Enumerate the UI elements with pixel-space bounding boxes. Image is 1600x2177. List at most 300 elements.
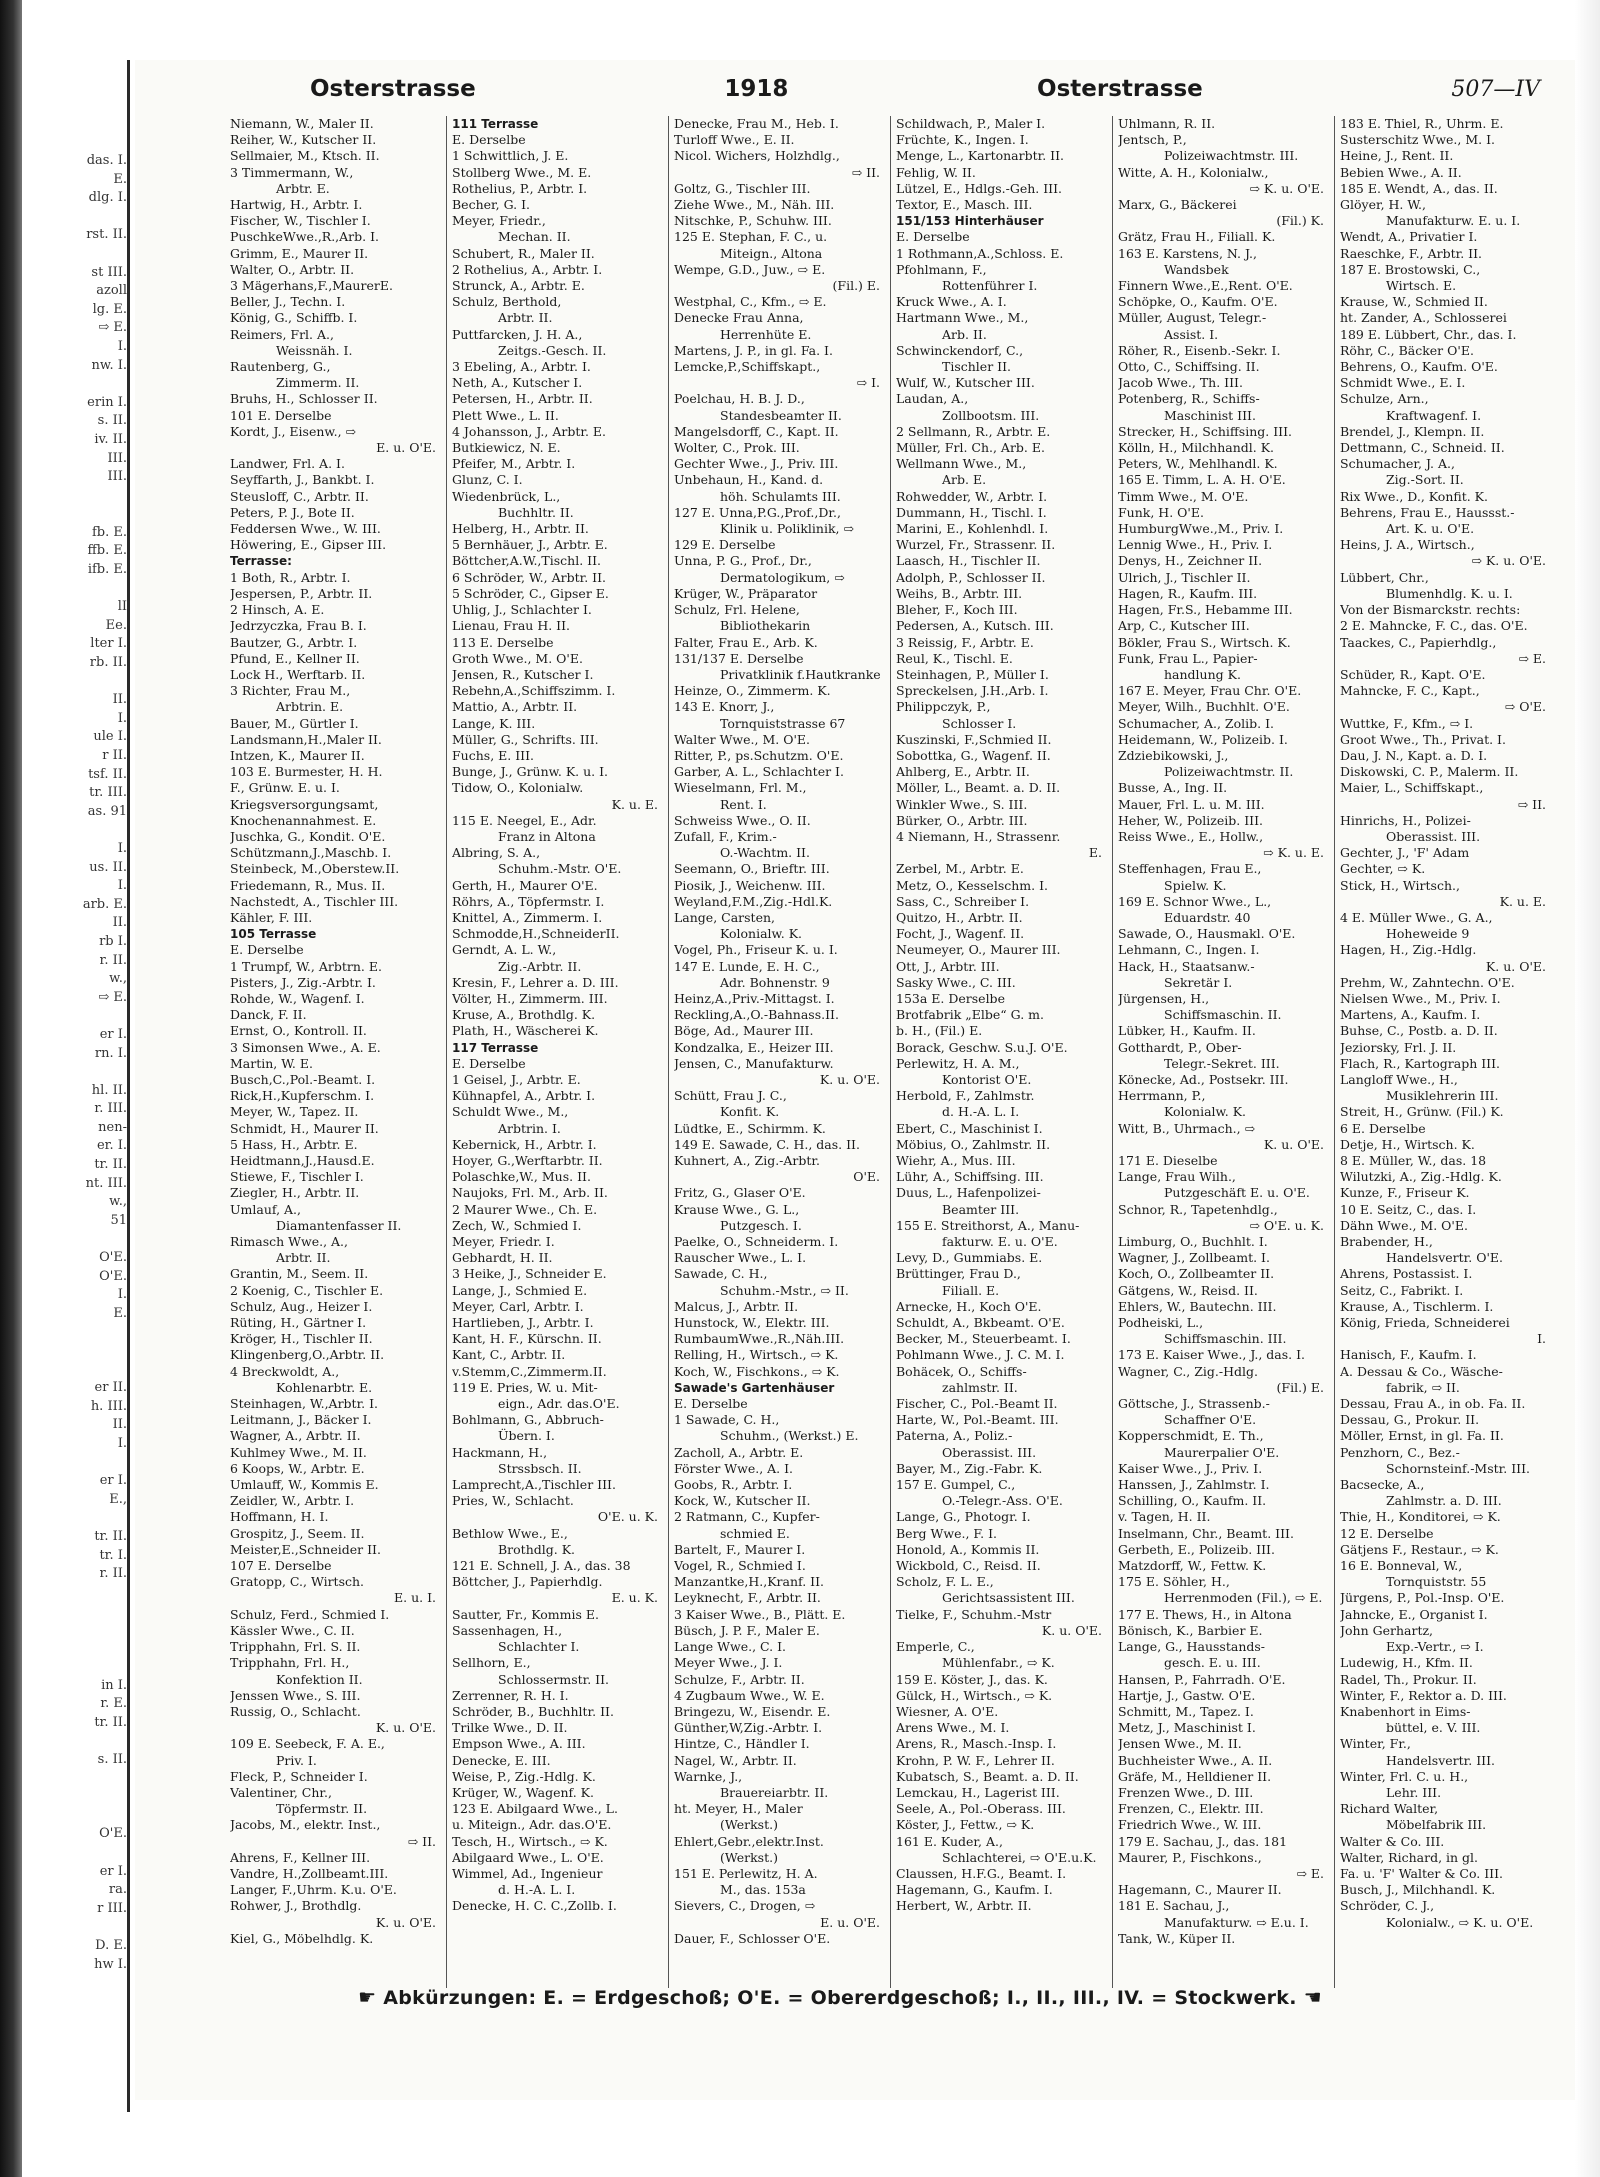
- directory-entry: Zollbootsm. III.: [942, 407, 1040, 423]
- directory-entry: Spielw. K.: [1164, 877, 1227, 893]
- directory-entry: Kunze, F., Friseur K.: [1340, 1185, 1470, 1201]
- directory-entry: Bunge, J., Grünw. K. u. I.: [452, 764, 609, 780]
- directory-entry: Gülck, H., Wirtsch., ⇨ K.: [896, 1687, 1053, 1703]
- directory-entry: Vogel, Ph., Friseur K. u. I.: [674, 942, 838, 958]
- previous-page-fragment: II.: [112, 915, 127, 931]
- directory-entry: Rick,H.,Kupferschm. I.: [230, 1088, 375, 1104]
- directory-entry: d. H.-A. L. I.: [498, 1882, 576, 1898]
- directory-entry: Hagen, R., Kaufm. III.: [1118, 585, 1258, 601]
- directory-entry: Frenzen, C., Elektr. III.: [1118, 1801, 1264, 1817]
- directory-entry: Piosik, J., Weichenw. III.: [674, 877, 826, 893]
- pointing-hand-left-icon: ☚: [1303, 1985, 1322, 2009]
- directory-entry: Jedrzyczka, Frau B. I.: [230, 618, 367, 634]
- directory-entry: K. u. O'E.: [375, 1720, 436, 1736]
- previous-page-fragment: tr. I.: [99, 1547, 127, 1563]
- directory-entry: Penzhorn, C., Bez.-: [1340, 1444, 1460, 1460]
- directory-entry: Butkiewicz, N. E.: [452, 440, 561, 456]
- directory-entry: Textor, E., Masch. III.: [896, 197, 1033, 213]
- directory-entry: Schiffsmaschin. III.: [1164, 1331, 1287, 1347]
- directory-entry: Kebernick, H., Arbtr. I.: [452, 1136, 597, 1152]
- previous-page-fragment: hw I.: [94, 1956, 127, 1972]
- directory-entry: Tornquiststr. 55: [1386, 1574, 1487, 1590]
- directory-entry: Reiher, W., Kutscher II.: [230, 132, 377, 148]
- directory-entry: Arbtrin. E.: [276, 699, 344, 715]
- directory-entry: Mauer, Frl. L. u. M. III.: [1118, 796, 1265, 812]
- directory-entry: Bökler, Frau S., Wirtsch. K.: [1118, 634, 1291, 650]
- directory-column-2: [452, 116, 664, 1988]
- directory-entry: Schmidt Wwe., E. I.: [1340, 375, 1466, 391]
- directory-entry: 161 E. Kuder, A.,: [896, 1833, 1003, 1849]
- directory-entry: Kähler, F. III.: [230, 909, 313, 925]
- directory-entry: 119 E. Pries, W. u. Mit-: [452, 1379, 598, 1395]
- directory-entry: Walter, Richard, in gl.: [1340, 1849, 1479, 1865]
- previous-page-fragment: [22, 1230, 127, 1249]
- page-number: 507—IV: [1451, 76, 1540, 102]
- directory-entry: Hartwig, H., Arbtr. I.: [230, 197, 363, 213]
- directory-entry: v. Tagen, H. II.: [1118, 1509, 1211, 1525]
- directory-entry: Röhrs, A., Töpfermstr. I.: [452, 893, 605, 909]
- directory-entry: Wiesner, A. O'E.: [896, 1703, 999, 1719]
- directory-entry: Rix Wwe., D., Konfit. K.: [1340, 488, 1488, 504]
- directory-entry: Schmidt, H., Maurer II.: [230, 1120, 379, 1136]
- directory-entry: Hartlieben, J., Arbtr. I.: [452, 1315, 594, 1331]
- directory-entry: Hinrichs, H., Polizei-: [1340, 812, 1471, 828]
- directory-entry: Weissnäh. I.: [276, 342, 353, 358]
- directory-entry: Kuszinski, F.,Schmied II.: [896, 731, 1052, 747]
- directory-entry: Matzdorff, W., Fettw. K.: [1118, 1558, 1267, 1574]
- directory-entry: ⇨ K. u. E.: [1263, 845, 1324, 861]
- directory-entry: Sasky Wwe., C. III.: [896, 974, 1016, 990]
- directory-entry: Marini, E., Kohlenhdl. I.: [896, 521, 1049, 537]
- previous-page-fragment: ⇨ E.: [98, 320, 127, 336]
- directory-entry: 3 Timmermann, W.,: [230, 164, 354, 180]
- directory-entry: HumburgWwe.,M., Priv. I.: [1118, 521, 1284, 537]
- directory-entry: Bringezu, W., Eisendr. E.: [674, 1703, 831, 1719]
- directory-entry: Sievers, C., Drogen, ⇨: [674, 1898, 816, 1914]
- directory-entry: 3 Ebeling, A., Arbtr. I.: [452, 359, 591, 375]
- directory-entry: b. H., (Fil.) E.: [896, 1023, 983, 1039]
- directory-entry: Puttfarcken, J. H. A.,: [452, 326, 583, 342]
- directory-entry: Sawade's Gartenhäuser: [674, 1380, 835, 1395]
- directory-entry: Pfund, E., Kellner II.: [230, 650, 360, 666]
- directory-entry: Oberassist. III.: [942, 1444, 1037, 1460]
- directory-entry: Paelke, O., Schneiderm. I.: [674, 1234, 839, 1250]
- directory-entry: Dessau, G., Prokur. II.: [1340, 1412, 1480, 1428]
- directory-entry: K. u. O'E.: [1041, 1622, 1102, 1638]
- directory-entry: 129 E. Derselbe: [674, 537, 776, 553]
- directory-entry: König, G., Schiffb. I.: [230, 310, 358, 326]
- previous-page-fragment: lI: [117, 599, 127, 615]
- directory-entry: K. u. O'E.: [819, 1071, 880, 1087]
- directory-entry: Brabender, H.,: [1340, 1234, 1433, 1250]
- directory-entry: Ehlert,Gebr.,elektr.Inst.: [674, 1833, 824, 1849]
- directory-entry: Flach, R., Kartograph III.: [1340, 1055, 1501, 1071]
- previous-page-fragment: rb I.: [99, 933, 127, 949]
- directory-entry: 6 Koops, W., Arbtr. E.: [230, 1460, 365, 1476]
- directory-entry: Laudan, A.,: [896, 391, 969, 407]
- directory-entry: Behrens, Frau E., Haussst.-: [1340, 504, 1515, 520]
- directory-column-6: [1340, 116, 1552, 1988]
- directory-entry: Maschinist III.: [1164, 407, 1256, 423]
- directory-entry: Jentsch, P.,: [1118, 132, 1187, 148]
- directory-entry: Meyer, Friedr.,: [452, 213, 546, 229]
- directory-entry: Arnecke, H., Koch O'E.: [896, 1298, 1042, 1314]
- directory-entry: Raeschke, F., Arbtr. II.: [1340, 245, 1483, 261]
- directory-entry: 12 E. Derselbe: [1340, 1525, 1434, 1541]
- directory-entry: Denecke, H. C. C.,Zollb. I.: [452, 1898, 617, 1914]
- directory-entry: Lange, J., Schmied E.: [452, 1282, 588, 1298]
- directory-entry: 165 E. Timm, L. A. H. O'E.: [1118, 472, 1286, 488]
- directory-entry: Susterschitz Wwe., M. I.: [1340, 132, 1495, 148]
- directory-entry: Jensen, R., Kutscher I.: [452, 666, 594, 682]
- previous-page-fragment: III.: [107, 450, 127, 466]
- directory-entry: Pohlmann Wwe., J. C. M. I.: [896, 1347, 1065, 1363]
- directory-entry: 183 E. Thiel, R., Uhrm. E.: [1340, 116, 1504, 131]
- directory-entry: Russig, O., Schlacht.: [230, 1703, 361, 1719]
- previous-page-fragment: tr. II.: [94, 1528, 127, 1544]
- directory-entry: 167 E. Meyer, Frau Chr. O'E.: [1118, 683, 1302, 699]
- directory-entry: Bartelt, F., Maurer I.: [674, 1541, 806, 1557]
- directory-entry: Beamter III.: [942, 1201, 1020, 1217]
- directory-entry: Reul, K., Tischl. E.: [896, 650, 1013, 666]
- directory-entry: E. Derselbe: [452, 1055, 526, 1071]
- directory-entry: (Fil.) E.: [1276, 1379, 1324, 1395]
- previous-page-fragment: arb. E.: [82, 896, 127, 912]
- previous-page-fragment: r III.: [97, 1900, 127, 1916]
- previous-page-fragment: [22, 1844, 127, 1863]
- directory-entry: Langloff Wwe., H.,: [1340, 1071, 1458, 1087]
- directory-entry: Schröder, C. J.,: [1340, 1898, 1435, 1914]
- directory-entry: Schaffner O'E.: [1164, 1412, 1257, 1428]
- directory-entry: 157 E. Gumpel, C.,: [896, 1477, 1016, 1493]
- directory-entry: Seemann, O., Brieftr. III.: [674, 861, 830, 877]
- directory-entry: 2 Rothelius, A., Arbtr. I.: [452, 261, 603, 277]
- directory-entry: Gätjens F., Restaur., ⇨ K.: [1340, 1541, 1499, 1557]
- directory-entry: Röher, R., Eisenb.-Sekr. I.: [1118, 342, 1281, 358]
- directory-entry: Manufakturw. ⇨ E.u. I.: [1164, 1914, 1309, 1930]
- directory-entry: Jürgensen, H.,: [1118, 990, 1210, 1006]
- directory-entry: 4 Johansson, J., Arbtr. E.: [452, 423, 607, 439]
- directory-entry: Niemann, W., Maler II.: [230, 116, 374, 131]
- directory-entry: Tripphahn, Frl. S. II.: [230, 1639, 361, 1655]
- directory-entry: Möller, Ernst, in gl. Fa. II.: [1340, 1428, 1504, 1444]
- directory-entry: Früchte, K., Ingen. I.: [896, 132, 1029, 148]
- directory-entry: Putzgesch. I.: [720, 1217, 802, 1233]
- directory-entry: Ahlberg, E., Arbtr. II.: [896, 764, 1030, 780]
- directory-entry: Pfeifer, M., Arbtr. I.: [452, 456, 576, 472]
- previous-page-fragment: I.: [117, 338, 127, 354]
- directory-entry: Krause Wwe., G. L.,: [674, 1201, 800, 1217]
- directory-entry: Inselmann, Chr., Beamt. III.: [1118, 1525, 1294, 1541]
- directory-entry: Adr. Bohnenstr. 9: [720, 974, 830, 990]
- directory-entry: Langer, F.,Uhrm. K.u. O'E.: [230, 1882, 397, 1898]
- directory-entry: 5 Hass, H., Arbtr. E.: [230, 1136, 358, 1152]
- directory-entry: Bohlmann, G., Abbruch-: [452, 1412, 604, 1428]
- directory-entry: 1 Trumpf, W., Arbtrn. E.: [230, 958, 382, 974]
- directory-entry: Standesbeamter II.: [720, 407, 842, 423]
- directory-entry: Kuhnert, A., Zig.-Arbtr.: [674, 1153, 820, 1168]
- previous-page-fragment: [22, 580, 127, 599]
- directory-entry: Schuhm., (Werkst.) E.: [720, 1428, 859, 1444]
- directory-entry: Ulrich, J., Tischler II.: [1118, 569, 1251, 585]
- directory-entry: Dermatologikum, ⇨: [720, 569, 845, 585]
- directory-entry: Paterna, A., Poliz.-: [896, 1428, 1013, 1444]
- directory-entry: Schuldt Wwe., M.,: [452, 1104, 569, 1120]
- directory-entry: Marx, G., Bäckerei: [1118, 197, 1237, 213]
- directory-entry: Koch, W., Fischkons., ⇨ K.: [674, 1363, 840, 1379]
- directory-entry: Goobs, R., Arbtr. I.: [674, 1477, 793, 1493]
- previous-page-fragment: [22, 1658, 127, 1677]
- previous-page-fragment: 51: [110, 1212, 127, 1228]
- directory-entry: Brothdlg. K.: [498, 1541, 576, 1557]
- directory-entry: Hagemann, G., Kaufm. I.: [896, 1882, 1053, 1898]
- directory-entry: Steffenhagen, Frau E.,: [1118, 861, 1262, 877]
- directory-entry: Hartje, J., Gastw. O'E.: [1118, 1687, 1256, 1703]
- directory-entry: Dauer, F., Schlosser O'E.: [674, 1930, 831, 1946]
- directory-entry: Winter, F., Rektor a. D. III.: [1340, 1687, 1507, 1703]
- previous-page-fragment: [22, 487, 127, 506]
- directory-entry: Rothelius, P., Arbtr. I.: [452, 180, 588, 196]
- directory-entry: 1 Rothmann,A.,Schloss. E.: [896, 245, 1064, 261]
- directory-entry: Strssbsch. II.: [498, 1460, 582, 1476]
- directory-entry: Martens, A., Kaufm. I.: [1340, 1007, 1481, 1023]
- directory-entry: Polizeiwachtmstr. II.: [1164, 764, 1294, 780]
- directory-entry: Gechter, ⇨ K.: [1340, 861, 1426, 877]
- directory-entry: Focht, J., Wagenf. II.: [896, 926, 1025, 942]
- directory-entry: Albring, S. A.,: [452, 845, 541, 861]
- previous-page-fragment: s. II.: [97, 1752, 127, 1768]
- directory-entry: Perlewitz, H. A. M.,: [896, 1055, 1020, 1071]
- directory-entry: Poelchau, H. B. J. D.,: [674, 391, 805, 407]
- previous-page-fragment: O'E.: [99, 1826, 127, 1842]
- previous-page-fragment: [22, 821, 127, 840]
- directory-entry: Krüger, W., Wagenf. K.: [452, 1784, 594, 1800]
- directory-entry: Klingenberg,O.,Arbtr. II.: [230, 1347, 385, 1363]
- previous-page-fragment: tsf. II.: [88, 766, 127, 782]
- directory-entry: Kolonialw. K.: [1164, 1104, 1247, 1120]
- previous-page-fragment: II.: [112, 1417, 127, 1433]
- directory-entry: Arens Wwe., M. I.: [896, 1720, 1010, 1736]
- directory-entry: Lemckau, H., Lagerist III.: [896, 1784, 1060, 1800]
- directory-entry: Schiffsmaschin. II.: [1164, 1007, 1282, 1023]
- directory-entry: 131/137 E. Derselbe: [674, 650, 804, 666]
- directory-entry: Walter & Co. III.: [1340, 1833, 1445, 1849]
- directory-entry: Witt, B., Uhrmach., ⇨: [1118, 1120, 1256, 1136]
- directory-entry: Fa. u. 'F' Walter & Co. III.: [1340, 1865, 1504, 1881]
- directory-entry: Streit, H., Grünw. (Fil.) K.: [1340, 1104, 1504, 1120]
- directory-entry: Philippczyk, P.,: [896, 699, 991, 715]
- directory-entry: Hintze, C., Händler I.: [674, 1736, 810, 1752]
- previous-page-fragment: [22, 1770, 127, 1789]
- directory-entry: Exp.-Vertr., ⇨ I.: [1386, 1639, 1484, 1655]
- directory-entry: Martin, W. E.: [230, 1055, 313, 1071]
- directory-entry: Grimm, E., Maurer II.: [230, 245, 369, 261]
- directory-entry: Gräfe, M., Helldiener II.: [1118, 1768, 1272, 1784]
- directory-entry: Schulz, Berthold,: [452, 294, 562, 310]
- previous-page-fragment: [22, 1584, 127, 1603]
- directory-entry: Schlachterei, ⇨ O'E.u.K.: [942, 1849, 1097, 1865]
- directory-entry: Wellmann Wwe., M.,: [896, 456, 1027, 472]
- directory-entry: (Fil.) E.: [832, 278, 880, 294]
- directory-entry: Schornsteinf.-Mstr. III.: [1386, 1460, 1531, 1476]
- directory-entry: Rottenführer I.: [942, 278, 1038, 294]
- directory-entry: ⇨ E.: [1518, 650, 1546, 666]
- directory-entry: ⇨ K. u. O'E.: [1249, 180, 1324, 196]
- directory-entry: Dettmann, C., Schneid. II.: [1340, 440, 1505, 456]
- directory-entry: Terrasse:: [230, 554, 292, 569]
- directory-entry: Heins, J. A., Wirtsch.,: [1340, 537, 1475, 553]
- directory-entry: Stiewe, F., Tischler I.: [230, 1169, 364, 1185]
- directory-entry: Krause, A., Tischlerm. I.: [1340, 1298, 1494, 1314]
- directory-entry: 179 E. Sachau, J., das. 181: [1118, 1833, 1288, 1849]
- directory-entry: Potenberg, R., Schiffs-: [1118, 391, 1260, 407]
- directory-entry: Rohwer, J., Brothdlg.: [230, 1898, 362, 1914]
- directory-entry: Fleck, P., Schneider I.: [230, 1768, 368, 1784]
- directory-entry: Westphal, C., Kfm., ⇨ E.: [674, 294, 827, 310]
- directory-entry: Naujoks, Frl. M., Arb. II.: [452, 1185, 608, 1201]
- directory-entry: Manzantke,H.,Kranf. II.: [674, 1574, 824, 1590]
- directory-entry: E. u. I.: [394, 1590, 436, 1606]
- directory-entry: Emperle, C.,: [896, 1639, 975, 1655]
- directory-entry: Heidemann, W., Polizeib. I.: [1118, 731, 1288, 747]
- directory-column-5: [1118, 116, 1330, 1988]
- directory-entry: Herbert, W., Arbtr. II.: [896, 1898, 1032, 1914]
- directory-entry: Frenzen Wwe., D. III.: [1118, 1784, 1254, 1800]
- directory-entry: Wieselmann, Frl. M.,: [674, 780, 807, 796]
- directory-entry: Eduardstr. 40: [1164, 909, 1251, 925]
- directory-entry: Musiklehrerin III.: [1386, 1088, 1499, 1104]
- previous-page-fragment: Ee.: [105, 617, 127, 633]
- directory-entry: Töpfermstr. II.: [276, 1801, 368, 1817]
- directory-entry: Becher, G. I.: [452, 197, 530, 213]
- directory-entry: 4 Zugbaum Wwe., W. E.: [674, 1687, 825, 1703]
- directory-entry: Groot Wwe., Th., Privat. I.: [1340, 731, 1506, 747]
- directory-entry: Gechter, J., 'F' Adam: [1340, 845, 1470, 861]
- directory-entry: Harte, W., Pol.-Beamt. III.: [896, 1412, 1059, 1428]
- directory-entry: Meyer, Wilh., Buchhlt. O'E.: [1118, 699, 1290, 715]
- directory-entry: Dummann, H., Tischl. I.: [896, 504, 1047, 520]
- directory-entry: E. Derselbe: [452, 132, 526, 148]
- directory-entry: Lange, G., Photogr. I.: [896, 1509, 1031, 1525]
- directory-entry: Krüger, W., Präparator: [674, 585, 818, 601]
- column-divider: [1334, 116, 1335, 1988]
- directory-entry: Putzgeschäft E. u. O'E.: [1164, 1185, 1310, 1201]
- directory-entry: I.: [1537, 1331, 1546, 1347]
- directory-entry: Wilutzki, A., Zig.-Hdlg. K.: [1340, 1169, 1502, 1185]
- directory-entry: Intzen, K., Maurer II.: [230, 747, 365, 763]
- directory-entry: Plett Wwe., L. II.: [452, 407, 559, 423]
- directory-entry: Diamantenfasser II.: [276, 1217, 402, 1233]
- directory-entry: Seitz, C., Fabrikt. I.: [1340, 1282, 1464, 1298]
- directory-entry: Rimasch Wwe., A.,: [230, 1234, 348, 1250]
- directory-entry: 3 Richter, Frau M.,: [230, 683, 351, 699]
- directory-entry: Seele, A., Pol.-Oberass. III.: [896, 1801, 1066, 1817]
- directory-entry: Schüder, R., Kapt. O'E.: [1340, 666, 1486, 682]
- directory-entry: Hagen, Fr.S., Hebamme III.: [1118, 602, 1293, 618]
- directory-entry: Leitmann, J., Bäcker I.: [230, 1412, 372, 1428]
- directory-entry: Privatklinik f.Hautkranke: [720, 666, 881, 682]
- previous-page-fragment: E.,: [109, 1491, 127, 1507]
- directory-entry: Arb. II.: [942, 326, 987, 342]
- directory-entry: Tesch, H., Wirtsch., ⇨ K.: [452, 1833, 608, 1849]
- directory-entry: Weyland,F.M.,Zig.-Hdl.K.: [674, 893, 833, 909]
- directory-entry: Zerrenner, R. H. I.: [452, 1687, 569, 1703]
- header-year: 1918: [724, 76, 789, 102]
- previous-page-fragment: nt. III.: [85, 1175, 127, 1191]
- previous-page-fragment: [22, 673, 127, 692]
- directory-entry: Denecke Frau Anna,: [674, 310, 804, 326]
- directory-entry: ⇨ I.: [856, 375, 880, 391]
- directory-entry: Mahncke, F. C., Kapt.,: [1340, 683, 1480, 699]
- previous-page-fragment: [22, 1602, 127, 1621]
- directory-entry: Bleher, F., Koch III.: [896, 602, 1018, 618]
- previous-page-fragment: r. III.: [94, 1101, 127, 1117]
- previous-page-fragment: O'E.: [99, 1268, 127, 1284]
- directory-entry: Umlauff, W., Kommis E.: [230, 1477, 379, 1493]
- directory-entry: Tripphahn, Frl. H.,: [230, 1655, 350, 1671]
- directory-entry: E.: [1088, 845, 1102, 861]
- directory-entry: Sautter, Fr., Kommis E.: [452, 1606, 599, 1622]
- directory-entry: Zdziebikowski, J.,: [1118, 747, 1229, 763]
- directory-entry: Danck, F. II.: [230, 1007, 307, 1023]
- previous-page-fragment: ule I.: [93, 729, 127, 745]
- directory-entry: Schilling, O., Kaufm. II.: [1118, 1493, 1267, 1509]
- directory-entry: u. Miteign., Adr. das.O'E.: [452, 1817, 612, 1833]
- directory-entry: Gratopp, C., Wirtsch.: [230, 1574, 365, 1590]
- book-gutter-shadow: [0, 0, 22, 2177]
- directory-entry: Sass, C., Schreiber I.: [896, 893, 1030, 909]
- directory-entry: Lange, G., Hausstands-: [1118, 1639, 1266, 1655]
- directory-entry: Steinbeck, M.,Oberstew.II.: [230, 861, 400, 877]
- previous-page-fragment: rst. II.: [86, 227, 127, 243]
- directory-entry: Maurer, P., Fischkons.,: [1118, 1849, 1262, 1865]
- directory-entry: Kriegsversorgungsamt,: [230, 796, 379, 812]
- directory-entry: Lennig Wwe., H., Priv. I.: [1118, 537, 1273, 553]
- directory-entry: d. H.-A. L. I.: [942, 1104, 1020, 1120]
- directory-column-1: [230, 116, 442, 1988]
- directory-entry: Böttcher,A.W.,Tischl. II.: [452, 553, 601, 569]
- directory-entry: Denecke, E. III.: [452, 1752, 551, 1768]
- directory-entry: Handelsvertr. O'E.: [1386, 1250, 1504, 1266]
- header-right-street: Osterstrasse: [1037, 76, 1203, 102]
- directory-entry: Sellmaier, M., Ktsch. II.: [230, 148, 380, 164]
- directory-entry: Gotthardt, P., Ober-: [1118, 1039, 1242, 1055]
- directory-entry: fabrik, ⇨ II.: [1386, 1379, 1460, 1395]
- directory-entry: Strunck, A., Arbtr. E.: [452, 278, 585, 294]
- directory-entry: 6 E. Derselbe: [1340, 1120, 1426, 1136]
- directory-entry: ⇨ O'E. u. K.: [1249, 1217, 1324, 1233]
- directory-entry: zahlmstr. II.: [942, 1379, 1018, 1395]
- column-divider: [446, 116, 447, 1988]
- directory-entry: Hagemann, C., Maurer II.: [1118, 1882, 1282, 1898]
- directory-entry: 177 E. Thews, H., in Altona: [1118, 1606, 1292, 1622]
- directory-entry: Feddersen Wwe., W. III.: [230, 521, 381, 537]
- directory-entry: Vogel, R., Schmied I.: [674, 1558, 806, 1574]
- directory-entry: Bacsecke, A.,: [1340, 1477, 1425, 1493]
- directory-entry: Schnor, R., Tapetenhdlg.,: [1118, 1201, 1278, 1217]
- directory-entry: Seyffarth, J., Bankbt. I.: [230, 472, 375, 488]
- directory-entry: 155 E. Streithorst, A., Manu-: [896, 1217, 1080, 1233]
- previous-page-fragment: ra.: [108, 1882, 127, 1898]
- directory-entry: Petersen, H., Arbtr. II.: [452, 391, 593, 407]
- directory-entry: Könecke, Ad., Postsekr. III.: [1118, 1071, 1289, 1087]
- previous-page-fragment: er I.: [99, 1473, 127, 1489]
- directory-entry: Ebert, C., Maschinist I.: [896, 1120, 1043, 1136]
- directory-entry: Duus, L., Hafenpolizei-: [896, 1185, 1041, 1201]
- directory-entry: 105 Terrasse: [230, 927, 317, 942]
- directory-entry: Nitschke, P., Schuhw. III.: [674, 213, 832, 229]
- directory-entry: Schützmann,J.,Maschb. I.: [230, 845, 392, 861]
